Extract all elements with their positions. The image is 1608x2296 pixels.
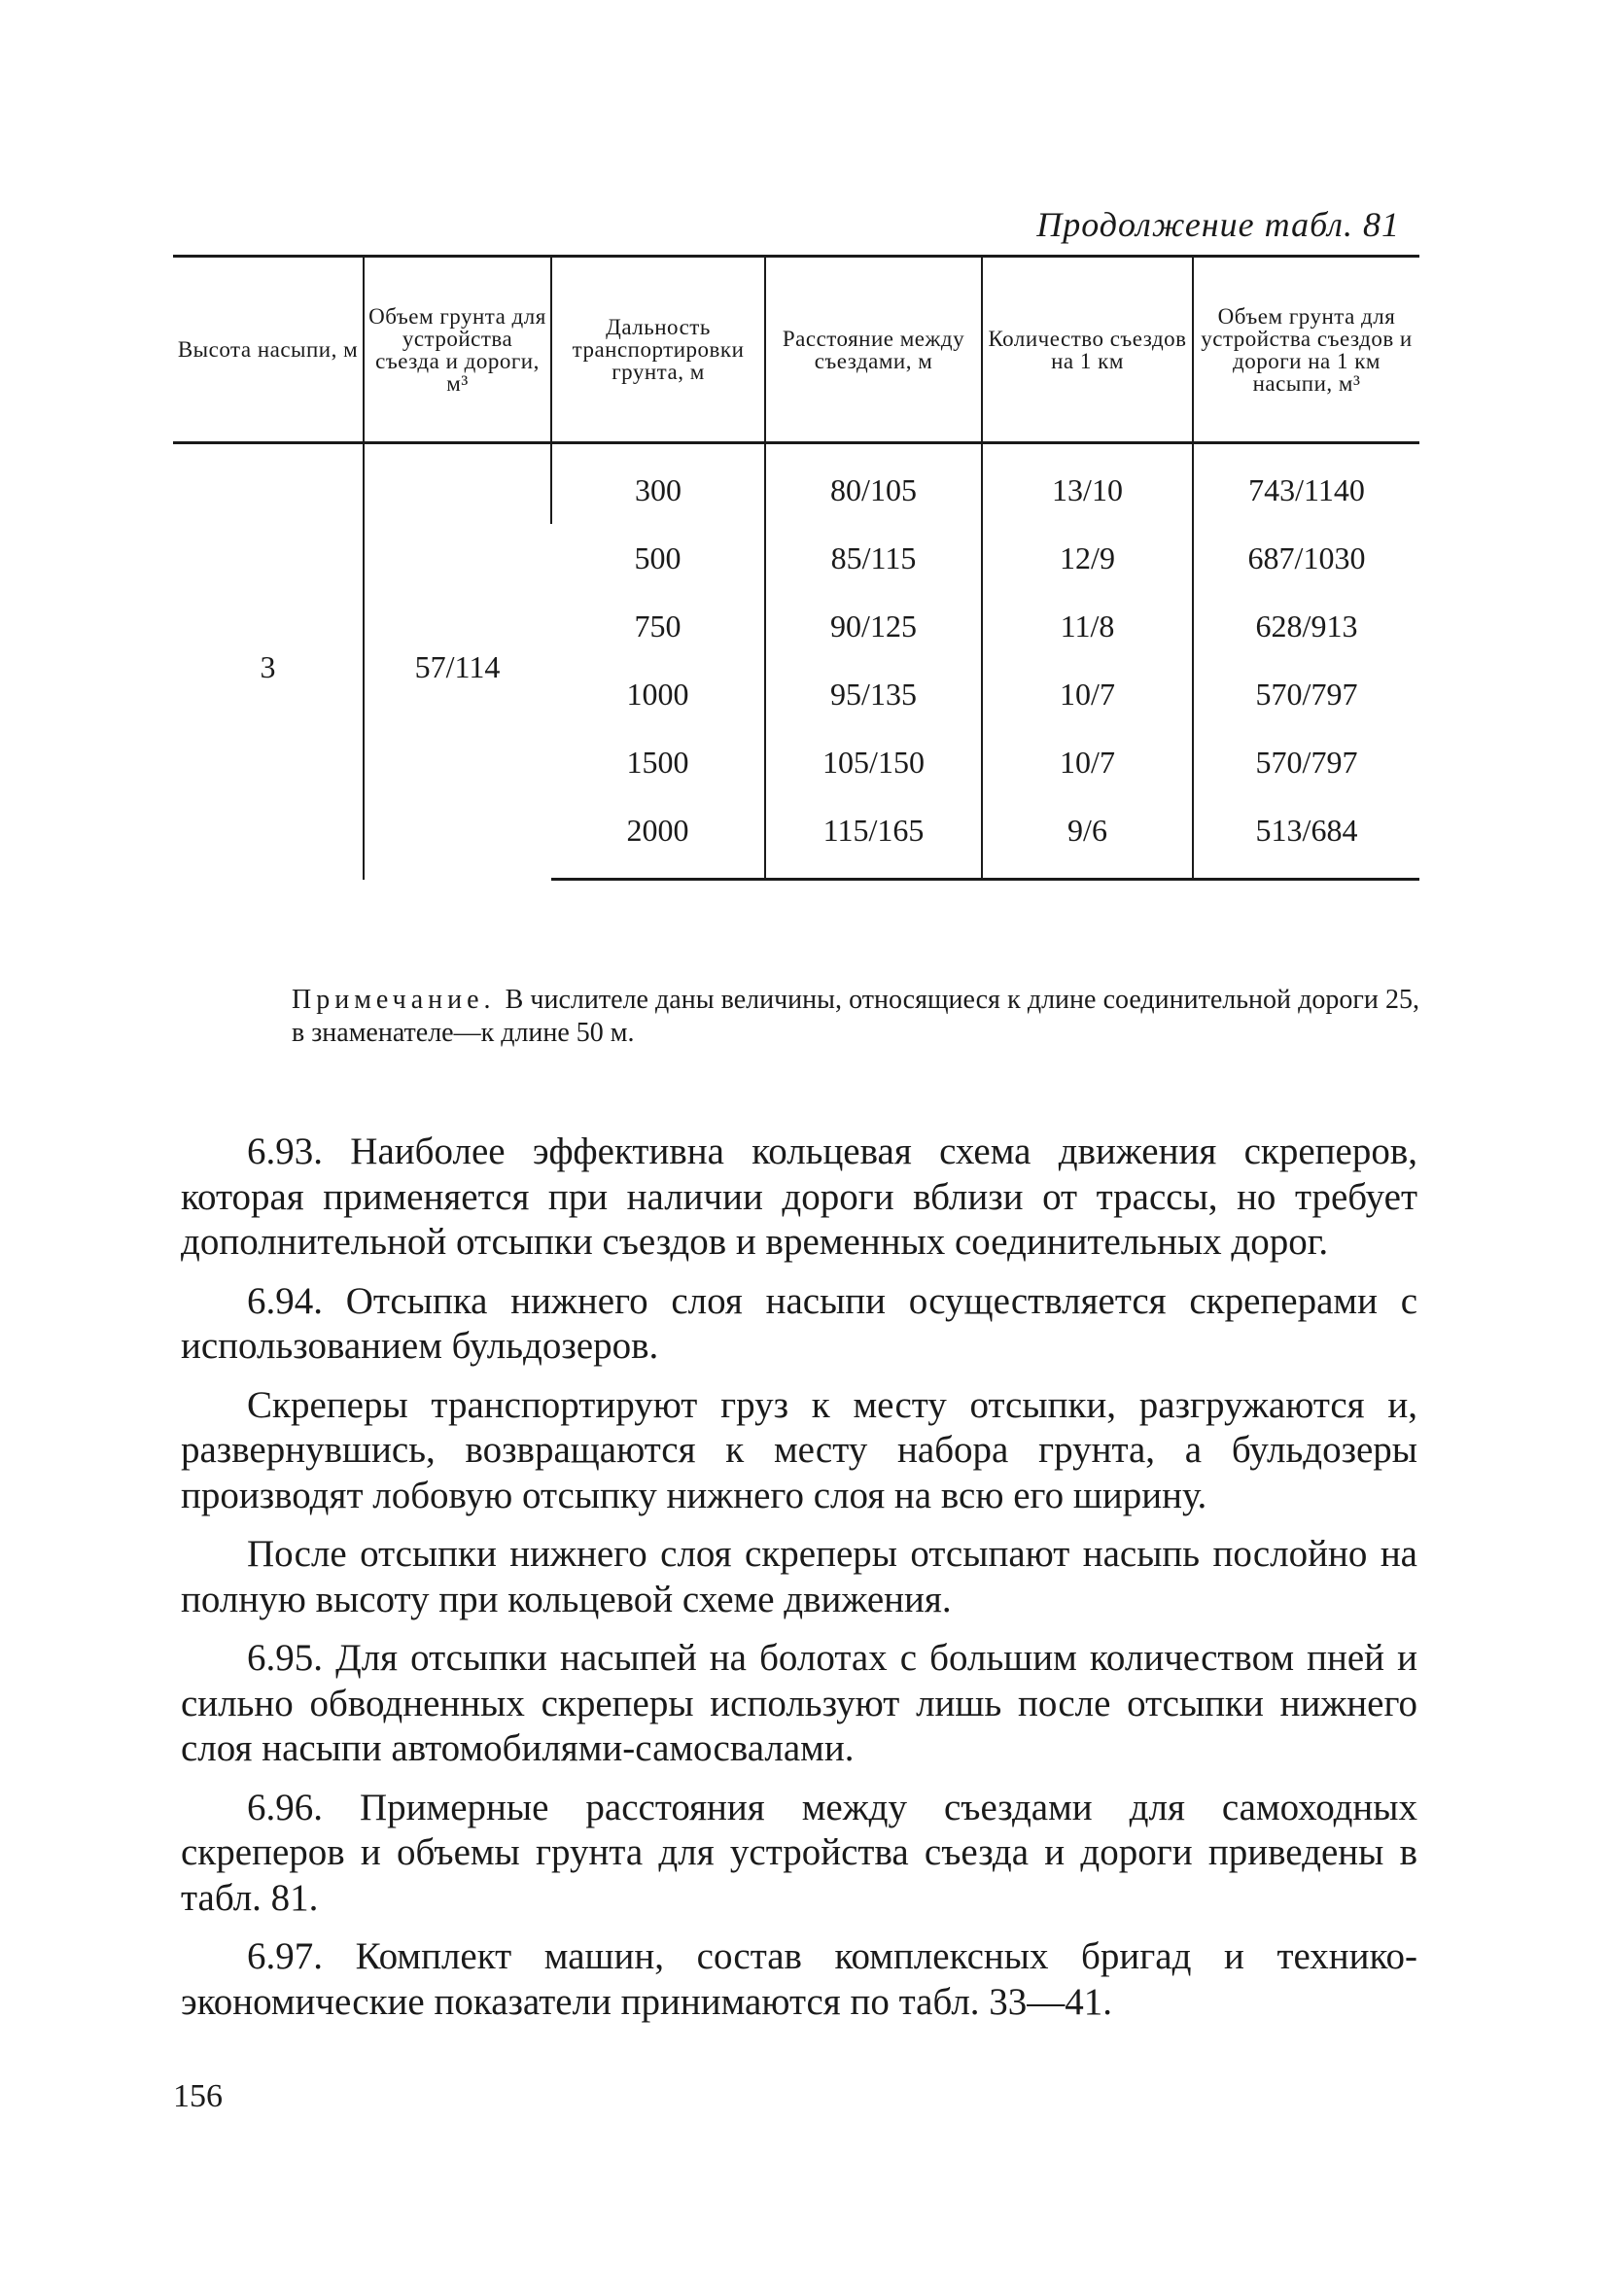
header-volume-per-km: Объем грунта для устройства съездов и дороги на 1 км насыпи, м³ bbox=[1193, 257, 1419, 443]
header-height: Высота насыпи, м bbox=[173, 257, 364, 443]
header-spacing: Расстояние между съездами, м bbox=[765, 257, 982, 443]
cell-spacing: 95/135 bbox=[765, 660, 982, 728]
cell-count: 9/6 bbox=[982, 796, 1193, 880]
paragraph-scrapers: Скреперы транспортируют груз к месту отсыпки, разгружаются и, развернувшись, возвращаются к месту набора грунта, а бульдозеры производят лобовую отсыпку нижнего слоя на всю его ширину. bbox=[181, 1383, 1417, 1516]
table-continuation-title: Продолжение табл. 81 bbox=[1036, 205, 1400, 244]
cell-spacing: 85/115 bbox=[765, 524, 982, 592]
cell-volume-km: 513/684 bbox=[1193, 796, 1419, 880]
cell-height: 3 bbox=[260, 649, 276, 685]
cell-spacing: 115/165 bbox=[765, 796, 982, 880]
paragraph-6-93: 6.93. Наиболее эффективна кольцевая схема движения скреперов, которая применяется при наличии дороги вблизи от трассы, но требует дополнительной отсыпки съездов и временных соединительных дорог. bbox=[181, 1131, 1417, 1263]
cell-distance: 2000 bbox=[551, 796, 765, 880]
cell-volume-km: 628/913 bbox=[1193, 592, 1419, 660]
cell-spacing: 90/125 bbox=[765, 592, 982, 660]
cell-spacing: 80/105 bbox=[765, 443, 982, 525]
cell-distance: 750 bbox=[634, 608, 682, 644]
note-text: В числителе даны величины, относящиеся к длине соединительной дороги 25, в знаменателе—к длине 50 м. bbox=[292, 985, 1419, 1048]
cell-spacing: 105/150 bbox=[765, 728, 982, 796]
table-header-row bbox=[173, 257, 1419, 443]
header-distance: Дальность транспортировки грунта, м bbox=[551, 257, 765, 443]
table-note bbox=[292, 984, 1419, 1050]
cell-distance: 1500 bbox=[626, 744, 689, 780]
cell-distance: 500 bbox=[634, 539, 682, 575]
cell-count: 13/10 bbox=[982, 443, 1193, 525]
cell-volume: 57/114 bbox=[364, 443, 551, 880]
header-volume: Объем грунта для устройства съезда и дороги, м³ bbox=[364, 257, 551, 443]
embankment-table bbox=[173, 255, 1419, 881]
cell-volume-km: 570/797 bbox=[1193, 660, 1419, 728]
table-row bbox=[173, 443, 1419, 525]
cell-volume-km: 743/1140 bbox=[1193, 443, 1419, 525]
cell-volume-km: 687/1030 bbox=[1193, 524, 1419, 592]
table-81 bbox=[173, 255, 1419, 881]
paragraph-6-97: 6.97. Комплект машин, состав комплексных бригад и технико-экономические показатели принимаются по табл. 33—41. bbox=[181, 1935, 1417, 2023]
page-number: 156 bbox=[173, 2078, 223, 2114]
paragraph-6-95: 6.95. Для отсыпки насыпей на болотах с большим количеством пней и сильно обводненных скреперы используют лишь после отсыпки нижнего слоя насыпи автомобилями-самосвалами. bbox=[181, 1637, 1417, 1769]
cell-count: 10/7 bbox=[982, 728, 1193, 796]
cell-count: 12/9 bbox=[982, 524, 1193, 592]
cell-volume-km: 570/797 bbox=[1193, 728, 1419, 796]
paragraph-after-fill: После отсыпки нижнего слоя скреперы отсыпают насыпь послойно на полную высоту при кольцевой схеме движения. bbox=[181, 1533, 1417, 1620]
header-count: Количество съездов на 1 км bbox=[982, 257, 1193, 443]
cell-distance: 300 bbox=[551, 443, 765, 525]
paragraph-6-96: 6.96. Примерные расстояния между съездами для самоходных скреперов и объемы грунта для устройства съезда и дороги приведены в табл. 81. bbox=[181, 1786, 1417, 1919]
body-text bbox=[181, 1130, 1417, 2038]
cell-count: 10/7 bbox=[982, 660, 1193, 728]
cell-distance: 1000 bbox=[626, 676, 689, 712]
cell-count: 11/8 bbox=[982, 592, 1193, 660]
note-label: Примечание. bbox=[292, 985, 496, 1015]
paragraph-6-94: 6.94. Отсыпка нижнего слоя насыпи осуществляется скреперами с использованием бульдозеров. bbox=[181, 1279, 1417, 1367]
